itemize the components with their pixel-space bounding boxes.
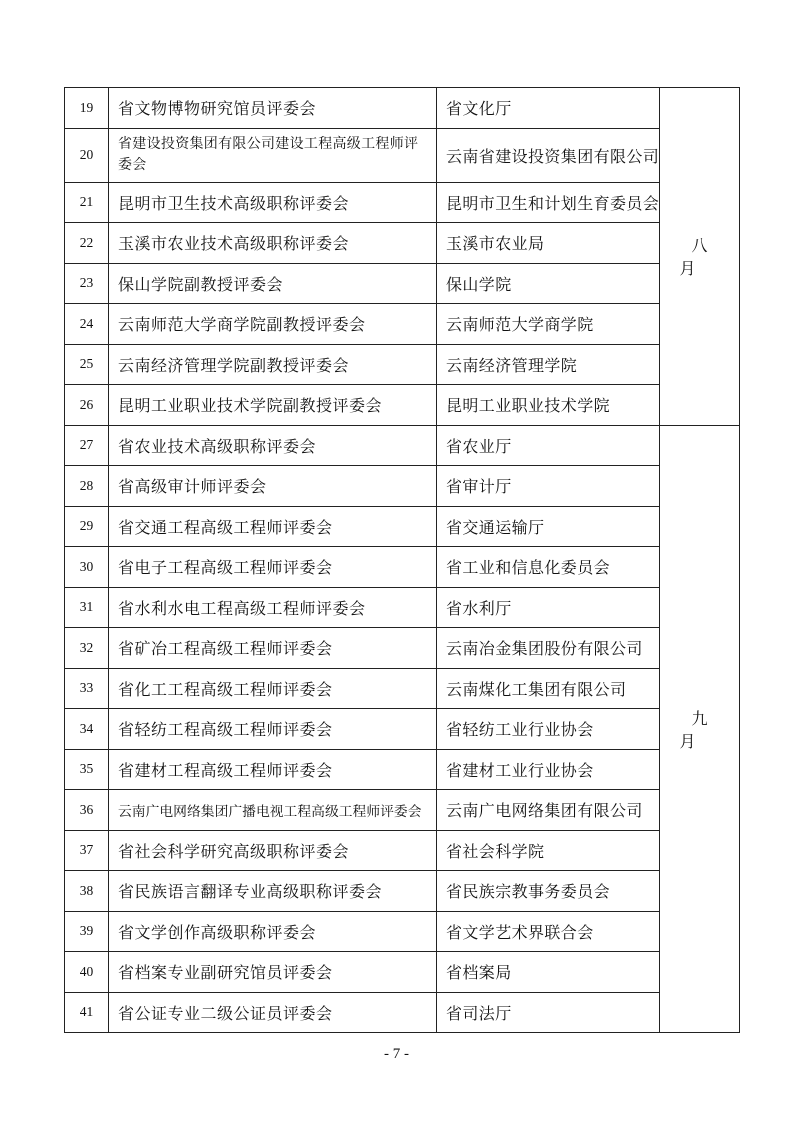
organizer-name: 省档案局 (437, 952, 660, 993)
committee-name: 省文物博物研究馆员评委会 (109, 88, 437, 129)
row-number: 38 (65, 871, 109, 912)
row-number: 25 (65, 344, 109, 385)
row-number: 20 (65, 128, 109, 182)
month-cell (660, 425, 740, 1033)
organizer-name: 云南煤化工集团有限公司 (437, 668, 660, 709)
row-number: 26 (65, 385, 109, 426)
row-number: 32 (65, 628, 109, 669)
row-number: 22 (65, 223, 109, 264)
table-row (65, 952, 740, 993)
committee-name: 昆明工业职业技术学院副教授评委会 (109, 385, 437, 426)
table-row (65, 547, 740, 588)
organizer-name: 省交通运输厅 (437, 506, 660, 547)
committee-name: 玉溪市农业技术高级职称评委会 (109, 223, 437, 264)
committee-name: 云南广电网络集团广播电视工程高级工程师评委会 (109, 790, 437, 831)
row-number: 30 (65, 547, 109, 588)
committee-name: 省化工工程高级工程师评委会 (109, 668, 437, 709)
table-row (65, 263, 740, 304)
organizer-name: 省农业厅 (437, 425, 660, 466)
committee-name: 省农业技术高级职称评委会 (109, 425, 437, 466)
table-row (65, 871, 740, 912)
month-label: 八月 (679, 236, 732, 279)
table-row (65, 88, 740, 129)
committee-name: 保山学院副教授评委会 (109, 263, 437, 304)
table-row (65, 425, 740, 466)
table-row (65, 385, 740, 426)
row-number: 41 (65, 992, 109, 1033)
committee-schedule-table (64, 87, 740, 1033)
committee-name: 省交通工程高级工程师评委会 (109, 506, 437, 547)
table-row (65, 466, 740, 507)
committee-name: 省建材工程高级工程师评委会 (109, 749, 437, 790)
organizer-name: 云南冶金集团股份有限公司 (437, 628, 660, 669)
table-row (65, 223, 740, 264)
organizer-name: 昆明市卫生和计划生育委员会 (437, 182, 660, 223)
table-row (65, 344, 740, 385)
row-number: 40 (65, 952, 109, 993)
row-number: 19 (65, 88, 109, 129)
table-row (65, 668, 740, 709)
table-row (65, 749, 740, 790)
organizer-name: 省建材工业行业协会 (437, 749, 660, 790)
table-row (65, 506, 740, 547)
committee-name: 省高级审计师评委会 (109, 466, 437, 507)
organizer-name: 省文化厅 (437, 88, 660, 129)
organizer-name: 省水利厅 (437, 587, 660, 628)
committee-name: 省公证专业二级公证员评委会 (109, 992, 437, 1033)
month-label: 九月 (679, 708, 732, 751)
committee-name: 省轻纺工程高级工程师评委会 (109, 709, 437, 750)
organizer-name: 省审计厅 (437, 466, 660, 507)
table-row (65, 911, 740, 952)
month-cell (660, 88, 740, 426)
committee-name: 省社会科学研究高级职称评委会 (109, 830, 437, 871)
row-number: 24 (65, 304, 109, 345)
row-number: 36 (65, 790, 109, 831)
organizer-name: 省工业和信息化委员会 (437, 547, 660, 588)
page-number: - 7 - (384, 1046, 409, 1062)
table-body (65, 88, 740, 1033)
committee-name: 省矿冶工程高级工程师评委会 (109, 628, 437, 669)
table-row (65, 790, 740, 831)
organizer-name: 省文学艺术界联合会 (437, 911, 660, 952)
row-number: 28 (65, 466, 109, 507)
row-number: 34 (65, 709, 109, 750)
table-row (65, 992, 740, 1033)
committee-name: 云南经济管理学院副教授评委会 (109, 344, 437, 385)
row-number: 29 (65, 506, 109, 547)
organizer-name: 昆明工业职业技术学院 (437, 385, 660, 426)
committee-name: 省电子工程高级工程师评委会 (109, 547, 437, 588)
row-number: 37 (65, 830, 109, 871)
row-number: 39 (65, 911, 109, 952)
organizer-name: 省民族宗教事务委员会 (437, 871, 660, 912)
committee-name: 昆明市卫生技术高级职称评委会 (109, 182, 437, 223)
organizer-name: 省司法厅 (437, 992, 660, 1033)
organizer-name: 云南省建设投资集团有限公司 (437, 128, 660, 182)
committee-name: 云南师范大学商学院副教授评委会 (109, 304, 437, 345)
row-number: 31 (65, 587, 109, 628)
committee-name: 省档案专业副研究馆员评委会 (109, 952, 437, 993)
table-row (65, 628, 740, 669)
table-row (65, 587, 740, 628)
table-row (65, 304, 740, 345)
committee-name: 省水利水电工程高级工程师评委会 (109, 587, 437, 628)
row-number: 33 (65, 668, 109, 709)
committee-name: 省建设投资集团有限公司建设工程高级工程师评委会 (109, 128, 437, 182)
organizer-name: 云南广电网络集团有限公司 (437, 790, 660, 831)
row-number: 35 (65, 749, 109, 790)
row-number: 21 (65, 182, 109, 223)
row-number: 27 (65, 425, 109, 466)
organizer-name: 省轻纺工业行业协会 (437, 709, 660, 750)
table-row (65, 830, 740, 871)
organizer-name: 云南师范大学商学院 (437, 304, 660, 345)
committee-name: 省民族语言翻译专业高级职称评委会 (109, 871, 437, 912)
organizer-name: 玉溪市农业局 (437, 223, 660, 264)
organizer-name: 云南经济管理学院 (437, 344, 660, 385)
organizer-name: 保山学院 (437, 263, 660, 304)
table-row (65, 709, 740, 750)
table-row (65, 128, 740, 182)
committee-name: 省文学创作高级职称评委会 (109, 911, 437, 952)
row-number: 23 (65, 263, 109, 304)
table-row (65, 182, 740, 223)
organizer-name: 省社会科学院 (437, 830, 660, 871)
